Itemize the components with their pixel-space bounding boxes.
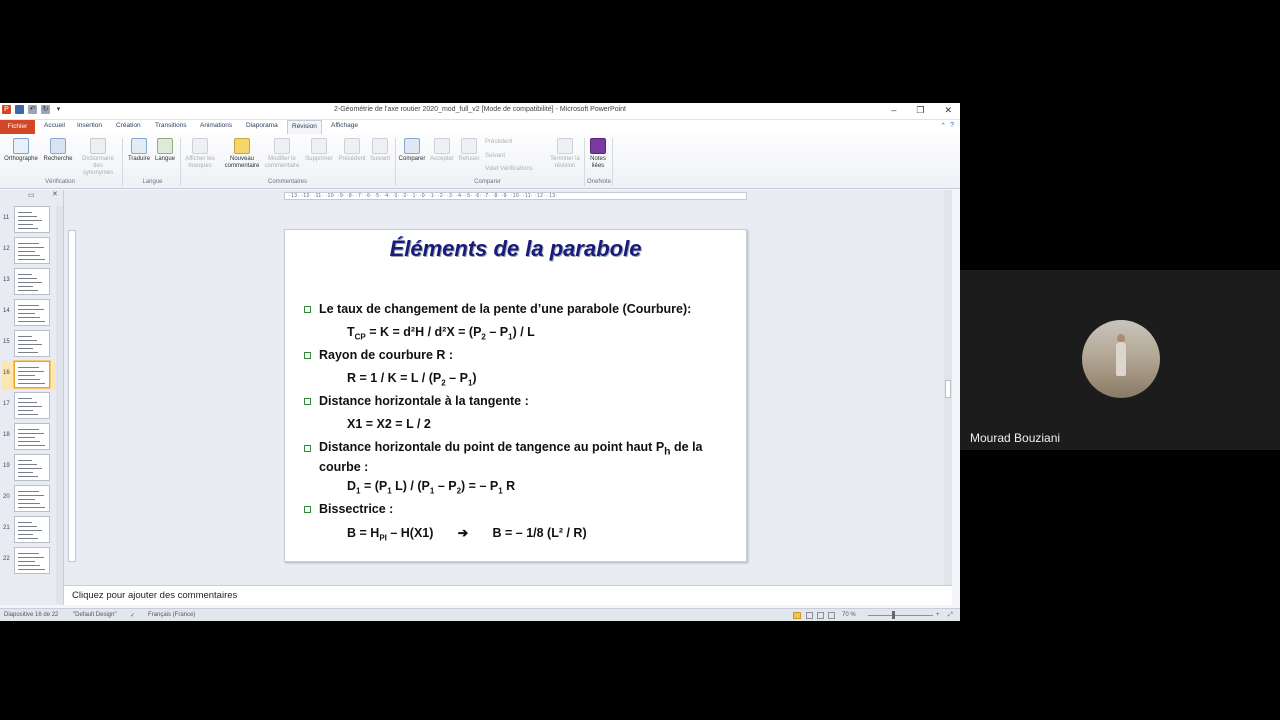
thumbnail-line [18, 526, 37, 527]
slide-thumbnail-preview[interactable] [14, 392, 50, 419]
thumbnail-scrollbar[interactable] [56, 206, 63, 604]
ribbon-tabs [0, 120, 960, 134]
formula-tangent-distance[interactable]: X1 = X2 = L / 2 [347, 417, 431, 431]
close-button[interactable]: ✕ [944, 105, 952, 115]
vertical-ruler [68, 230, 76, 562]
thumbnail-line [18, 251, 35, 252]
thumbnail-line [18, 309, 44, 310]
thumbnail-line [18, 371, 44, 372]
slide-thumbnail-preview[interactable] [14, 299, 50, 326]
thumbnail-line [18, 406, 42, 407]
ribbon-separator [122, 138, 123, 186]
customize-toolbar-icon[interactable]: ▾ [56, 106, 61, 113]
slide-thumbnail-number: 15 [3, 339, 10, 345]
reviewing-pane-button[interactable]: Volet Vérifications [485, 166, 533, 172]
reject-button[interactable]: Refuser [456, 138, 482, 163]
thumbnail-line [18, 255, 40, 256]
slide-thumbnail-preview[interactable] [14, 361, 50, 388]
redo-icon[interactable]: ↻ [42, 106, 49, 113]
help-icon[interactable]: ? [950, 122, 954, 129]
thumbnail-line [18, 553, 39, 554]
compare-previous-button[interactable]: Précédent [485, 139, 513, 145]
zoom-level[interactable]: 70 % [842, 612, 856, 618]
thumbnail-line [18, 220, 42, 221]
thumbnail-line [18, 429, 39, 430]
thumbnail-line [18, 499, 35, 500]
participant-tile[interactable] [960, 270, 1280, 450]
thumbnail-line [18, 228, 38, 229]
theme-name: "Default Design" [73, 612, 117, 618]
fit-slide-icon[interactable]: ⤢ [948, 612, 953, 618]
thumbnail-line [18, 247, 44, 248]
delete-comment-button[interactable]: Supprimer [302, 138, 336, 163]
slide-thumbnail[interactable] [2, 454, 58, 483]
thumbnail-line [18, 507, 45, 508]
thumbnail-line [18, 212, 32, 213]
accept-icon [434, 138, 450, 154]
tab-review[interactable]: Révision [287, 120, 322, 134]
translate-button[interactable]: Traduire [125, 138, 153, 163]
thumbnail-line [18, 495, 44, 496]
new-comment-icon [234, 138, 250, 154]
tab-design[interactable]: Création [116, 122, 141, 129]
slide-thumbnail-number: 19 [3, 463, 10, 469]
slide-thumbnail-preview[interactable] [14, 516, 50, 543]
thumbnail-line [18, 340, 37, 341]
slideshow-view-icon[interactable] [828, 612, 835, 619]
powerpoint-window [0, 103, 960, 621]
thumbnail-line [18, 321, 45, 322]
title-bar [0, 103, 960, 120]
normal-view-icon[interactable] [793, 612, 801, 619]
thumbnail-line [18, 437, 35, 438]
powerpoint-app-icon[interactable]: P [2, 105, 11, 114]
slide-counter: Diapositive 16 de 22 [4, 612, 59, 618]
thumbnail-line [18, 476, 38, 477]
tab-insert[interactable]: Insertion [77, 122, 102, 129]
formula-radius[interactable]: $R = 1 / K = L / (P_2 - P_1)$ [347, 371, 477, 388]
zoom-in-icon[interactable]: + [936, 612, 940, 618]
slides-panel-header [0, 190, 64, 202]
slide-thumbnail-number: 18 [3, 432, 10, 438]
previous-comment-icon [344, 138, 360, 154]
thumbnail-line [18, 336, 32, 337]
thumbnail-line [18, 503, 40, 504]
slide-title[interactable]: Éléments de la parabole [389, 236, 642, 261]
formula-curvature[interactable]: $T_{CP} = K = d^2H / d^2X = (P_2 - P_1) / L$ [347, 325, 535, 342]
slide-thumbnail[interactable] [2, 299, 58, 328]
tab-view[interactable]: Affichage [331, 122, 358, 129]
onenote-icon [590, 138, 606, 154]
thumbnail-line [18, 278, 37, 279]
slide-thumbnail-number: 11 [3, 215, 10, 221]
slides-panel [0, 190, 64, 605]
bullet-icon [303, 305, 312, 314]
thumbnail-line [18, 410, 33, 411]
show-markup-icon [192, 138, 208, 154]
zoom-slider-handle[interactable] [892, 611, 895, 619]
slide-thumbnail-number: 16 [3, 370, 10, 376]
bullet-curvature[interactable]: Le taux de changement de la pente d’une parabole (Courbure): [319, 302, 692, 316]
slide-thumbnail-number: 20 [3, 494, 10, 500]
ribbon-separator [612, 138, 613, 186]
formula-bisector[interactable]: $B = H_{PI} - H(X1)$ ➔ B = – 1/8 (L² / R) [347, 526, 587, 543]
group-onenote: OneNote [586, 179, 611, 185]
thumbnail-line [18, 464, 37, 465]
reject-icon [461, 138, 477, 154]
thumbnail-line [18, 290, 38, 291]
compare-icon [404, 138, 420, 154]
thumbnail-line [18, 472, 33, 473]
end-review-icon [557, 138, 573, 154]
slide-thumbnail-preview[interactable] [14, 423, 50, 450]
thesaurus-icon [90, 138, 106, 154]
accept-button[interactable]: Accepter [428, 138, 456, 163]
thumbnail-line [18, 433, 44, 434]
slide-thumbnail-number: 21 [3, 525, 10, 531]
thumbnail-line [18, 344, 42, 345]
notes-pane[interactable] [64, 585, 952, 605]
formula-high-point-distance[interactable]: $D_1 = (P_1$ $L) / (P_1 - P_2)$ = – $P_1$ R [347, 479, 516, 496]
zoom-slider[interactable] [868, 615, 933, 616]
scrollbar-thumb[interactable] [945, 380, 951, 398]
slide-edit-area [64, 190, 952, 598]
next-comment-button[interactable]: Suivant [367, 138, 393, 163]
thumbnail-line [18, 534, 33, 535]
new-comment-button[interactable]: Nouveau commentaire [221, 138, 263, 170]
tab-file[interactable]: Fichier [0, 120, 35, 134]
slide-thumbnail-preview[interactable] [14, 454, 50, 481]
slide-thumbnail[interactable] [2, 423, 58, 452]
thumbnail-line [18, 445, 45, 446]
window-title: 2-Géométrie de l'axe routier 2020_mod_full_v2 [Mode de compatibilité] - Microsoft PowerPoint [334, 106, 626, 113]
group-language: Langue [142, 179, 163, 185]
slide-thumbnail-preview[interactable] [14, 330, 50, 357]
thumbnail-line [18, 224, 33, 225]
next-comment-icon [372, 138, 388, 154]
bullet-tangent-distance[interactable]: Distance horizontale à la tangente : [319, 394, 529, 408]
slide-thumbnail[interactable] [2, 268, 58, 297]
edit-comment-icon [274, 138, 290, 154]
collapse-ribbon-icon[interactable]: ⌃ [940, 123, 947, 130]
ribbon-separator [395, 138, 396, 186]
slide-thumbnail-number: 13 [3, 277, 10, 283]
slide-thumbnail-preview[interactable] [14, 485, 50, 512]
tab-transitions[interactable]: Transitions [155, 122, 187, 129]
thumbnail-line [18, 383, 45, 384]
participant-avatar [1082, 320, 1160, 398]
language-button[interactable]: Langue [153, 138, 177, 163]
slide-thumbnail[interactable] [2, 206, 58, 235]
research-button[interactable]: Recherche [42, 138, 74, 163]
delete-comment-icon [311, 138, 327, 154]
ribbon-separator [180, 138, 181, 186]
slide-thumbnail-preview[interactable] [14, 206, 50, 233]
ribbon [0, 134, 960, 189]
thumbnail-line [18, 441, 40, 442]
thumbnail-line [18, 565, 40, 566]
bullet-icon [303, 444, 312, 453]
slide-thumbnail[interactable] [2, 485, 58, 514]
thumbnail-line [18, 313, 35, 314]
spellcheck-icon[interactable]: ✓ [130, 613, 136, 619]
bullet-icon [303, 505, 312, 514]
thumbnail-line [18, 282, 42, 283]
slide-thumbnail-number: 22 [3, 556, 10, 562]
slide-sorter-icon[interactable] [806, 612, 813, 619]
thumbnail-line [18, 305, 39, 306]
thumbnail-line [18, 348, 33, 349]
minimize-button[interactable]: – [891, 105, 897, 115]
outline-tab-icon[interactable]: ▭ [28, 192, 35, 199]
thumbnail-line [18, 522, 32, 523]
thumbnail-line [18, 538, 38, 539]
thumbnail-line [18, 352, 38, 353]
bullet-icon [303, 351, 312, 360]
thumbnail-line [18, 375, 35, 376]
thumbnail-line [18, 491, 39, 492]
close-panel-icon[interactable]: ✕ [52, 191, 58, 198]
thumbnail-line [18, 243, 39, 244]
thumbnail-line [18, 530, 42, 531]
edit-comment-button[interactable]: Modifier le commentaire [263, 138, 301, 170]
translate-icon [131, 138, 147, 154]
status-bar [0, 608, 960, 621]
thumbnail-line [18, 317, 40, 318]
slide-thumbnail-number: 17 [3, 401, 10, 407]
slide-thumbnail[interactable] [2, 361, 58, 390]
thumbnail-line [18, 460, 32, 461]
thumbnail-line [18, 569, 45, 570]
spelling-icon [13, 138, 29, 154]
horizontal-ruler: ·13· ·12· ·11· ·10· ·9· ·8· ·7· ·6· ·5· ·4· ·3· ·2· ·1· ·0· ·1· ·2· ·3· ·4· ·5· ·6· ·7· ·8· ·9· ·10· ·11· ·12· ·13· [284, 192, 747, 200]
bullet-bisector[interactable]: Bissectrice : [319, 502, 394, 516]
linked-notes-button[interactable]: Notes liées [586, 138, 610, 170]
thumbnail-line [18, 557, 44, 558]
previous-comment-button[interactable]: Précédent [336, 138, 368, 163]
tab-animations[interactable]: Animations [200, 122, 233, 129]
thumbnail-line [18, 402, 37, 403]
current-slide[interactable] [284, 229, 747, 562]
bullet-icon [303, 397, 312, 406]
restore-button[interactable]: ❐ [916, 105, 925, 115]
thumbnail-line [18, 259, 45, 260]
thumbnail-line [18, 274, 32, 275]
language-status[interactable]: Français (France) [148, 612, 196, 618]
thumbnail-line [18, 398, 32, 399]
group-compare: Comparer [474, 179, 501, 185]
end-review-button[interactable]: Terminer la révision [548, 138, 582, 170]
reading-view-icon[interactable] [817, 612, 824, 619]
research-icon [50, 138, 66, 154]
thumbnail-line [18, 379, 40, 380]
compare-button[interactable]: Comparer [397, 138, 427, 163]
slide-thumbnail[interactable] [2, 547, 58, 576]
edit-scrollbar[interactable] [944, 190, 952, 598]
compare-next-button[interactable]: Suivant [485, 153, 506, 159]
group-proofing: Vérification [45, 179, 75, 185]
group-comments: Commentaires [267, 179, 307, 185]
thumbnail-line [18, 414, 38, 415]
thumbnail-line [18, 216, 37, 217]
slide-thumbnail-number: 14 [3, 308, 10, 314]
bullet-radius[interactable]: Rayon de courbure R : [319, 348, 454, 362]
tab-slideshow[interactable]: Diaporama [246, 122, 278, 129]
slide-thumbnail[interactable] [2, 237, 58, 266]
language-icon [157, 138, 173, 154]
bullet-high-point-distance[interactable]: Distance horizontale du point de tangence au point haut $P_h$ de la courbe : [319, 440, 703, 474]
thumbnail-line [18, 367, 39, 368]
undo-icon[interactable]: ↶ [29, 106, 36, 113]
spelling-button[interactable]: Orthographe [3, 138, 39, 163]
thumbnail-line [18, 286, 33, 287]
show-markup-button[interactable]: Afficher les marques [182, 138, 218, 170]
slide-thumbnail[interactable] [2, 392, 58, 421]
thumbnail-line [18, 468, 42, 469]
thesaurus-button[interactable]: Dictionnaire des synonymes [78, 138, 118, 177]
notes-placeholder[interactable]: Cliquez pour ajouter des commentaires [72, 590, 238, 601]
tab-home[interactable]: Accueil [44, 122, 65, 129]
slide-thumbnail[interactable] [2, 330, 58, 359]
slide-thumbnail-preview[interactable] [14, 547, 50, 574]
slide-thumbnail-preview[interactable] [14, 237, 50, 264]
slide-thumbnail-preview[interactable] [14, 268, 50, 295]
participant-name: Mourad Bouziani [970, 431, 1061, 445]
thumbnail-line [18, 561, 35, 562]
slide-thumbnail-number: 12 [3, 246, 10, 252]
slide-thumbnail[interactable] [2, 516, 58, 545]
